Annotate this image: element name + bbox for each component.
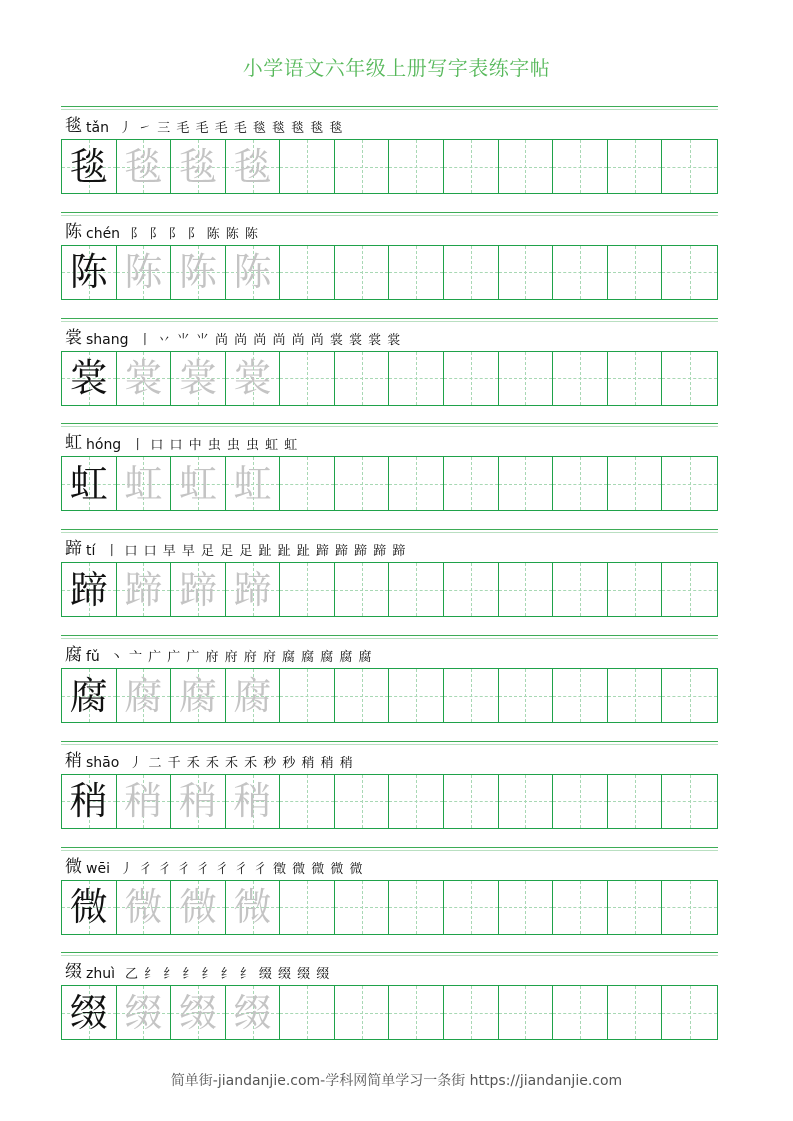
trace-character: 缀 <box>178 990 217 1035</box>
blank-cell <box>553 246 608 299</box>
trace-cell <box>171 881 226 934</box>
pinyin: fǔ <box>86 649 100 665</box>
trace-cell <box>171 140 226 193</box>
blank-cell <box>553 986 608 1039</box>
trace-character: 蹄 <box>233 567 272 612</box>
model-cell <box>62 457 117 510</box>
blank-cell <box>389 457 444 510</box>
trace-character: 毯 <box>233 144 272 189</box>
trace-cell <box>226 246 281 299</box>
blank-cell <box>444 669 499 722</box>
blank-cell <box>553 457 608 510</box>
divider-line <box>61 741 718 742</box>
blank-cell <box>444 775 499 828</box>
char-info <box>65 114 715 136</box>
model-cell <box>62 246 117 299</box>
blank-cell <box>662 775 717 828</box>
model-character: 陈 <box>69 250 108 295</box>
tianzige-grid <box>61 562 718 617</box>
info-char: 裳 <box>65 327 82 348</box>
trace-character: 毯 <box>124 144 163 189</box>
char-info <box>65 431 715 453</box>
info-char: 腐 <box>65 645 82 665</box>
blank-cell <box>335 140 390 193</box>
divider-line <box>61 106 718 107</box>
divider-line <box>61 635 718 636</box>
stroke-order: 丿 二 千 禾 禾 禾 禾 秒 秒 稍 稍 稍 <box>129 755 354 771</box>
divider-line <box>61 321 718 322</box>
char-info <box>65 855 715 877</box>
trace-character: 陈 <box>178 250 217 295</box>
trace-cell <box>226 457 281 510</box>
blank-cell <box>335 775 390 828</box>
trace-cell <box>226 669 281 722</box>
trace-cell <box>171 669 226 722</box>
pinyin: shang <box>86 331 129 348</box>
blank-cell <box>335 246 390 299</box>
trace-character: 缀 <box>124 990 163 1035</box>
char-info <box>65 220 715 242</box>
trace-character: 稍 <box>233 779 272 824</box>
blank-cell <box>335 457 390 510</box>
info-char: 缀 <box>65 962 82 983</box>
blank-cell <box>280 246 335 299</box>
divider-line <box>61 426 718 427</box>
trace-character: 陈 <box>233 250 272 295</box>
info-char: 陈 <box>65 221 82 242</box>
blank-cell <box>553 881 608 934</box>
char-info <box>65 326 715 348</box>
model-cell <box>62 881 117 934</box>
blank-cell <box>335 563 390 616</box>
trace-cell <box>171 563 226 616</box>
trace-cell <box>226 140 281 193</box>
trace-character: 虹 <box>233 461 272 506</box>
blank-cell <box>499 669 554 722</box>
trace-character: 微 <box>233 885 272 930</box>
blank-cell <box>608 986 663 1039</box>
blank-cell <box>280 881 335 934</box>
divider-line <box>61 532 718 533</box>
trace-cell <box>117 775 172 828</box>
blank-cell <box>280 352 335 405</box>
model-character: 微 <box>69 885 108 930</box>
model-cell <box>62 563 117 616</box>
divider-line <box>61 638 718 639</box>
blank-cell <box>499 881 554 934</box>
blank-cell <box>389 563 444 616</box>
blank-cell <box>499 775 554 828</box>
blank-cell <box>280 775 335 828</box>
tianzige-grid <box>61 351 718 406</box>
blank-cell <box>280 457 335 510</box>
trace-character: 裳 <box>178 356 217 401</box>
model-cell <box>62 669 117 722</box>
tianzige-grid <box>61 880 718 935</box>
model-cell <box>62 140 117 193</box>
divider-line <box>61 850 718 851</box>
char-info <box>65 537 715 559</box>
blank-cell <box>280 140 335 193</box>
model-character: 腐 <box>69 673 108 718</box>
pinyin: chén <box>86 225 121 242</box>
blank-cell <box>662 986 717 1039</box>
info-char: 虹 <box>65 433 82 454</box>
blank-cell <box>608 352 663 405</box>
blank-cell <box>499 457 554 510</box>
trace-cell <box>226 986 281 1039</box>
tianzige-grid <box>61 456 718 511</box>
divider-line <box>61 847 718 848</box>
blank-cell <box>444 563 499 616</box>
trace-character: 裳 <box>124 356 163 401</box>
blank-cell <box>335 881 390 934</box>
trace-cell <box>117 140 172 193</box>
blank-cell <box>280 669 335 722</box>
info-char: 蹄 <box>65 539 82 560</box>
blank-cell <box>553 775 608 828</box>
blank-cell <box>280 563 335 616</box>
page-title: 小学语文六年级上册写字表练字帖 <box>242 56 551 80</box>
trace-cell <box>226 352 281 405</box>
divider-line <box>61 529 718 530</box>
blank-cell <box>335 669 390 722</box>
trace-cell <box>226 881 281 934</box>
model-character: 缀 <box>69 990 108 1035</box>
trace-character: 蹄 <box>124 567 163 612</box>
blank-cell <box>662 457 717 510</box>
blank-cell <box>553 140 608 193</box>
divider-line <box>61 423 718 424</box>
blank-cell <box>608 881 663 934</box>
divider-line <box>61 955 718 956</box>
blank-cell <box>499 563 554 616</box>
tianzige-grid <box>61 139 718 194</box>
model-character: 虹 <box>69 461 108 506</box>
model-cell <box>62 986 117 1039</box>
char-info <box>65 643 715 665</box>
trace-cell <box>117 986 172 1039</box>
model-character: 蹄 <box>69 567 108 612</box>
blank-cell <box>444 140 499 193</box>
pinyin: tǎn <box>86 120 109 136</box>
blank-cell <box>662 352 717 405</box>
blank-cell <box>662 246 717 299</box>
trace-cell <box>117 246 172 299</box>
pinyin: wēi <box>86 860 110 877</box>
tianzige-grid <box>61 985 718 1040</box>
blank-cell <box>389 775 444 828</box>
blank-cell <box>608 246 663 299</box>
trace-character: 缀 <box>233 990 272 1035</box>
stroke-order: 丨 口 口 早 早 足 足 足 趾 趾 趾 蹄 蹄 蹄 蹄 蹄 <box>105 544 407 560</box>
info-char: 毯 <box>65 116 82 136</box>
blank-cell <box>444 986 499 1039</box>
trace-character: 微 <box>178 885 217 930</box>
trace-character: 腐 <box>124 673 163 718</box>
blank-cell <box>608 457 663 510</box>
pinyin: zhuì <box>86 966 115 983</box>
trace-cell <box>171 246 226 299</box>
model-character: 稍 <box>69 779 108 824</box>
divider-line <box>61 744 718 745</box>
stroke-order: 阝 阝 阝 阝 陈 陈 陈 <box>130 226 259 242</box>
trace-character: 腐 <box>233 673 272 718</box>
trace-character: 毯 <box>178 144 217 189</box>
model-cell <box>62 352 117 405</box>
divider-line <box>61 215 718 216</box>
model-character: 毯 <box>69 144 108 189</box>
stroke-order: 乙 纟 纟 纟 纟 纟 纟 缀 缀 缀 缀 <box>124 967 331 983</box>
char-info <box>65 960 715 982</box>
blank-cell <box>662 881 717 934</box>
blank-cell <box>608 140 663 193</box>
stroke-order: 丿 彳 彳 彳 彳 彳 彳 彳 徵 微 微 微 微 <box>119 861 364 877</box>
trace-cell <box>117 669 172 722</box>
pinyin: tí <box>86 543 96 560</box>
blank-cell <box>389 669 444 722</box>
blank-cell <box>662 140 717 193</box>
divider-line <box>61 318 718 319</box>
model-cell <box>62 775 117 828</box>
trace-character: 蹄 <box>178 567 217 612</box>
trace-cell <box>117 457 172 510</box>
tianzige-grid <box>61 774 718 829</box>
info-char: 稍 <box>65 750 82 771</box>
trace-character: 虹 <box>178 461 217 506</box>
blank-cell <box>499 246 554 299</box>
blank-cell <box>389 246 444 299</box>
blank-cell <box>499 352 554 405</box>
blank-cell <box>608 563 663 616</box>
blank-cell <box>444 457 499 510</box>
stroke-order: 丶 亠 广 广 广 府 府 府 府 腐 腐 腐 腐 腐 <box>109 650 373 665</box>
stroke-order: 丿 ㇀ 三 毛 毛 毛 毛 毯 毯 毯 毯 毯 <box>118 121 344 136</box>
blank-cell <box>389 986 444 1039</box>
trace-cell <box>171 457 226 510</box>
blank-cell <box>608 669 663 722</box>
stroke-order: 丨 口 口 中 虫 虫 虫 虹 虹 <box>131 438 299 454</box>
trace-character: 裳 <box>233 356 272 401</box>
trace-cell <box>226 775 281 828</box>
blank-cell <box>608 775 663 828</box>
blank-cell <box>553 352 608 405</box>
trace-character: 稍 <box>124 779 163 824</box>
blank-cell <box>444 246 499 299</box>
blank-cell <box>389 881 444 934</box>
trace-cell <box>117 352 172 405</box>
tianzige-grid <box>61 668 718 723</box>
blank-cell <box>662 563 717 616</box>
blank-cell <box>335 986 390 1039</box>
footer-source: 简单街-jiandanjie.com-学科网简单学习一条街 https://jiandanjie.com <box>170 1073 623 1089</box>
blank-cell <box>553 563 608 616</box>
trace-character: 微 <box>124 885 163 930</box>
trace-cell <box>171 986 226 1039</box>
divider-line <box>61 952 718 953</box>
tianzige-grid <box>61 245 718 300</box>
blank-cell <box>444 881 499 934</box>
divider-line <box>61 212 718 213</box>
trace-cell <box>171 775 226 828</box>
char-info <box>65 749 715 771</box>
model-character: 裳 <box>69 356 108 401</box>
blank-cell <box>499 140 554 193</box>
pinyin: hóng <box>86 437 122 454</box>
pinyin: shāo <box>86 754 120 771</box>
blank-cell <box>335 352 390 405</box>
blank-cell <box>444 352 499 405</box>
blank-cell <box>662 669 717 722</box>
stroke-order: 丨 丷 ⺌ ⺌ 尚 尚 尚 尚 尚 尚 裳 裳 裳 裳 <box>138 332 402 348</box>
divider-line <box>61 109 718 110</box>
blank-cell <box>389 352 444 405</box>
trace-cell <box>171 352 226 405</box>
trace-character: 腐 <box>178 673 217 718</box>
trace-character: 稍 <box>178 779 217 824</box>
blank-cell <box>280 986 335 1039</box>
trace-character: 陈 <box>124 250 163 295</box>
trace-cell <box>117 563 172 616</box>
trace-cell <box>117 881 172 934</box>
info-char: 微 <box>65 856 82 877</box>
blank-cell <box>389 140 444 193</box>
trace-character: 虹 <box>124 461 163 506</box>
blank-cell <box>553 669 608 722</box>
trace-cell <box>226 563 281 616</box>
blank-cell <box>499 986 554 1039</box>
